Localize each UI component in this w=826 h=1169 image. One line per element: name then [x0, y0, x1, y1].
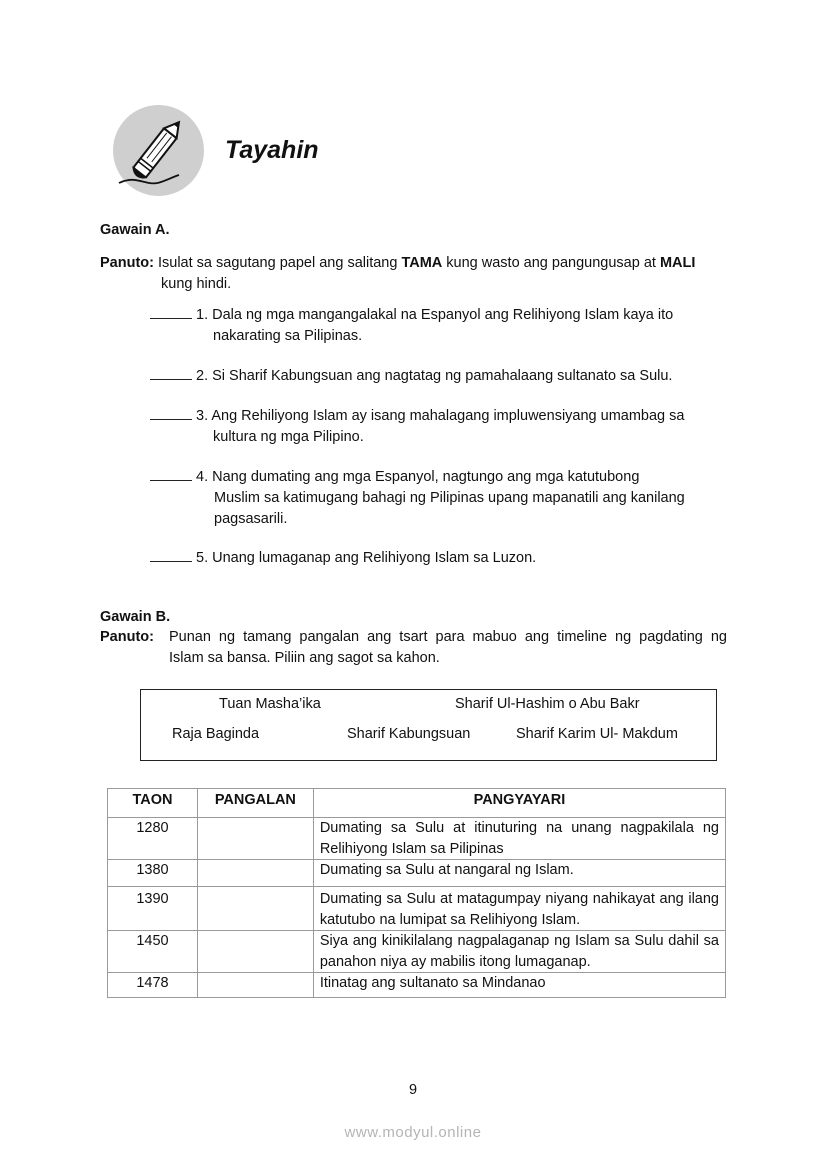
answer-blank[interactable]	[150, 466, 192, 481]
question-number: 1.	[196, 307, 209, 323]
question-text: Muslim sa katimugang bahagi ng Pilipinas upang mapanatili ang kanilang	[214, 490, 685, 506]
choice-item: Sharif Kabungsuan	[347, 726, 471, 742]
answer-choices-box	[140, 689, 717, 761]
column-header-pangyayari: PANGYAYARI	[313, 789, 725, 818]
panuto-keyword-mali: MALI	[659, 255, 696, 271]
panuto-text: kung wasto ang pangungusap at	[442, 255, 660, 271]
name-cell[interactable]	[197, 887, 313, 931]
panuto-label: Panuto:	[100, 629, 154, 645]
question-text: kultura ng mga Pilipino.	[213, 429, 364, 445]
question-text: pagsasarili.	[214, 511, 288, 527]
name-cell[interactable]	[197, 860, 313, 887]
event-cell: Itinatag ang sultanato sa Mindanao	[313, 973, 725, 998]
question-number: 5.	[196, 550, 209, 566]
table-row	[108, 931, 726, 973]
year-cell: 1380	[108, 860, 198, 887]
event-line: katutubo na lumipat sa Relihiyong Islam.	[319, 911, 581, 928]
table-header-row	[108, 789, 726, 818]
question-number: 3.	[196, 408, 209, 424]
panuto-keyword-tama: TAMA	[401, 255, 443, 271]
column-header-taon: TAON	[108, 789, 198, 818]
choice-item: Raja Baginda	[172, 726, 260, 742]
panuto-text: kung hindi.	[161, 276, 232, 292]
year-cell: 1478	[108, 973, 198, 998]
choice-item: Sharif Karim Ul- Makdum	[516, 726, 678, 742]
question-item	[150, 547, 730, 569]
name-cell[interactable]	[197, 818, 313, 860]
watermark: www.modyul.online	[344, 1124, 482, 1141]
question-text: Ang Rehiliyong Islam ay isang mahalagang impluwensiyang umambag sa	[211, 408, 685, 424]
table-row	[108, 973, 726, 998]
question-item	[150, 304, 730, 347]
table-row	[108, 860, 726, 887]
panuto-text: Islam sa bansa. Piliin ang sagot sa kahon.	[169, 650, 440, 666]
panuto-label: Panuto:	[100, 255, 154, 271]
event-line: Dumating sa Sulu at matagumpay niyang nahikayat ang ilang	[319, 891, 719, 907]
table-row	[108, 887, 726, 931]
choice-item: Tuan Masha’ika	[219, 696, 321, 712]
column-header-pangalan: PANGALAN	[197, 789, 313, 818]
panuto-text: Isulat sa sagutang papel ang salitang	[153, 255, 402, 271]
question-item	[150, 466, 730, 530]
event-cell	[313, 887, 725, 931]
question-text: nakarating sa Pilipinas.	[213, 328, 363, 344]
event-cell: Siya ang kinikilalang nagpalaganap ng Islam sa Sulu dahil sa panahon niya ay mabilis itong lumaganap.	[313, 931, 725, 973]
choice-item: Sharif Ul-Hashim o Abu Bakr	[455, 696, 640, 712]
pencil-icon	[113, 105, 204, 196]
question-item	[150, 405, 730, 448]
gawain-a-heading: Gawain A.	[100, 222, 170, 238]
answer-blank[interactable]	[150, 365, 192, 380]
year-cell: 1390	[108, 887, 198, 931]
timeline-table	[107, 788, 726, 998]
answer-blank[interactable]	[150, 304, 192, 319]
gawain-a-instructions	[100, 253, 730, 295]
panuto-text: Punan ng tamang pangalan ang tsart para mabuo ang timeline ng pagdating ng	[169, 629, 727, 645]
question-number: 4.	[196, 469, 209, 485]
answer-blank[interactable]	[150, 547, 192, 562]
page-number: 9	[408, 1082, 418, 1098]
name-cell[interactable]	[197, 973, 313, 998]
name-cell[interactable]	[197, 931, 313, 973]
table-row	[108, 818, 726, 860]
question-text: Si Sharif Kabungsuan ang nagtatag ng pamahalaang sultanato sa Sulu.	[212, 368, 673, 384]
section-title: Tayahin	[225, 136, 319, 164]
event-cell: Dumating sa Sulu at itinuturing na unang nagpakilala ng Relihiyong Islam sa Pilipinas	[313, 818, 725, 860]
answer-blank[interactable]	[150, 405, 192, 420]
gawain-b-heading: Gawain B.	[100, 609, 171, 625]
question-number: 2.	[196, 368, 209, 384]
year-cell: 1450	[108, 931, 198, 973]
year-cell: 1280	[108, 818, 198, 860]
gawain-b-instructions	[100, 627, 727, 669]
question-item	[150, 365, 730, 387]
event-cell: Dumating sa Sulu at nangaral ng Islam.	[313, 860, 725, 887]
question-text: Unang lumaganap ang Relihiyong Islam sa Luzon.	[212, 550, 537, 566]
question-text: Nang dumating ang mga Espanyol, nagtungo ang mga katutubong	[212, 469, 640, 485]
question-text: Dala ng mga mangangalakal na Espanyol ang Relihiyong Islam kaya ito	[212, 307, 674, 323]
